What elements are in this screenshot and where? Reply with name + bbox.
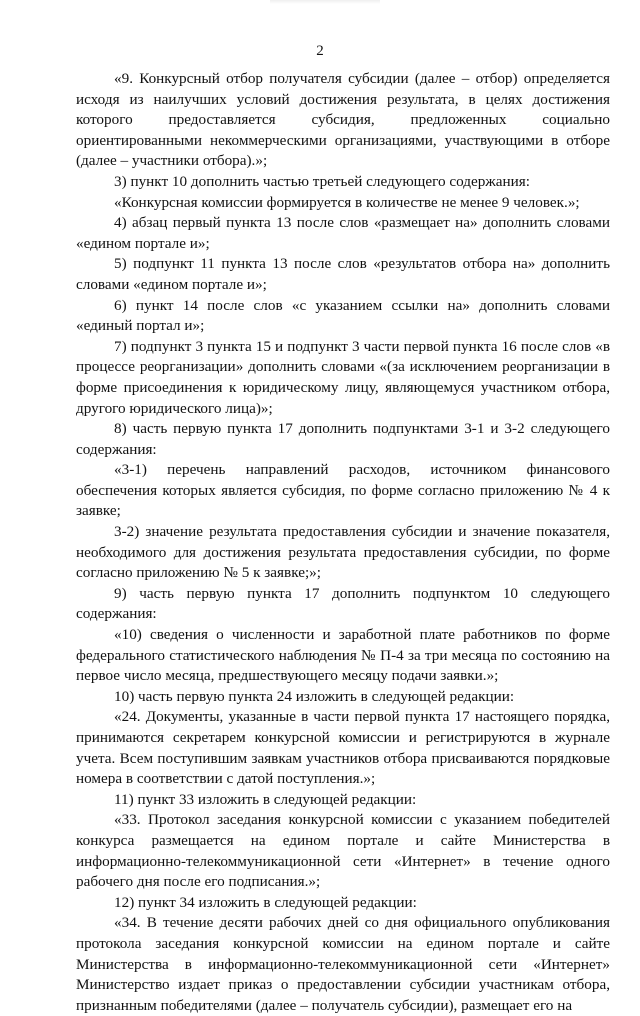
paragraph-amendment-12: 12) пункт 34 изложить в следующей редакции: <box>114 893 417 911</box>
scan-artifact <box>270 0 380 4</box>
paragraph-amendment-5: 5) подпункт 11 пункта 13 после слов «результатов отбора на» дополнить словами «едином портале и»; <box>76 255 610 293</box>
page-number: 2 <box>316 43 324 59</box>
paragraph-commission-size: «Конкурсная комиссии формируется в количестве не менее 9 человек.»; <box>114 193 580 211</box>
paragraph-amendment-10: 10) часть первую пункта 24 изложить в следующей редакции: <box>114 687 515 705</box>
paragraph-amendment-6: 6) пункт 14 после слов «с указанием ссылки на» дополнить словами «единый портал и»; <box>76 296 610 335</box>
paragraph-amendment-4: 4) абзац первый пункта 13 после слов «размещает на» дополнить словами «едином портале и»; <box>76 214 610 252</box>
paragraph-amendment-11: 11) пункт 33 изложить в следующей редакции: <box>114 790 417 808</box>
paragraph-subitem-10: «10) сведения о численности и заработной плате работников по форме федерального статистического наблюдения № П-4 за три месяца по состоянию на первое число месяца, предшествующего месяцу подачи заявки.»; <box>76 626 610 685</box>
paragraph-item-24: «24. Документы, указанные в части первой пункта 17 настоящего порядка, принимаются секретарем конкурсной комиссии и регистрируются в журнале учета. Всем поступившим заявкам участников отбора присваиваются порядковые номера в соответствии с датой поступления.»; <box>76 708 610 788</box>
paragraph-item-33: «33. Протокол заседания конкурсной комиссии с указанием победителей конкурса размещается на едином портале и сайте Министерства в информационно-телекоммуникационной сети «Интернет» в течение одного рабочего дня после его подписания.»; <box>76 811 610 891</box>
paragraph-item-34: «34. В течение десяти рабочих дней со дня официального опубликования протокола заседания конкурсной комиссии на едином портале и сайте Министерства в информационно-телекоммуникационной сети «Интернет» Министерство издает приказ о предоставлении субсидии участникам отбора, признанным победителями (далее – получатель субсидии), размещает его на <box>76 914 610 1014</box>
paragraph-item-9: «9. Конкурсный отбор получателя субсидии (далее – отбор) определяется исходя из наилучших условий достижения результата, в целях достижения которого предоставляется субсидия, предложенных социально ориентированными некоммерческими организациями, участвующими в отборе (далее – участники отбора).»; <box>76 70 610 170</box>
paragraph-amendment-3: 3) пункт 10 дополнить частью третьей следующего содержания: <box>114 172 531 190</box>
paragraph-subitem-3-2: 3-2) значение результата предоставления субсидии и значение показателя, необходимого для достижения результата предоставления субсидии, по форме согласно приложению № 5 к заявке;»; <box>76 523 610 582</box>
paragraph-subitem-3-1: «3-1) перечень направлений расходов, источником финансового обеспечения которых является субсидия, по форме согласно приложению № 4 к заявке; <box>76 461 610 520</box>
document-body <box>76 69 610 1016</box>
paragraph-amendment-8: 8) часть первую пункта 17 дополнить подпунктами 3-1 и 3-2 следующего содержания: <box>76 420 610 458</box>
paragraph-amendment-9: 9) часть первую пункта 17 дополнить подпунктом 10 следующего содержания: <box>76 584 610 623</box>
paragraph-amendment-7: 7) подпункт 3 пункта 15 и подпункт 3 части первой пункта 16 после слов «в процессе реорганизации» дополнить словами «(за исключением реорганизации в форме присоединения к юридическому лицу, являющемуся участником отбора, другого юридического лица)»; <box>76 337 610 417</box>
